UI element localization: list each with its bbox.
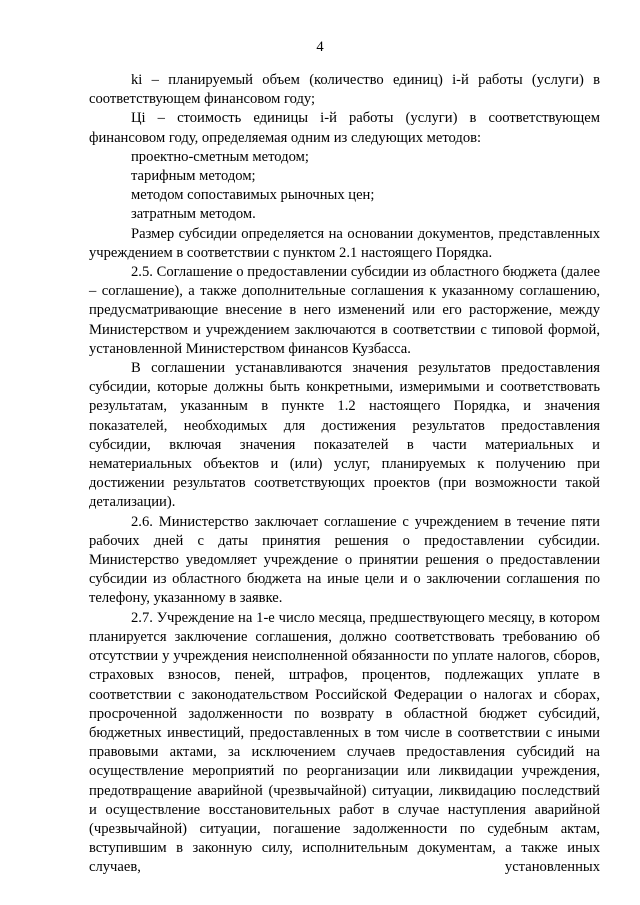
page-number: 4	[316, 39, 324, 55]
method-item: проектно-сметным методом;	[131, 148, 309, 165]
document-body	[89, 71, 600, 878]
paragraph-2-6: 2.6. Министерство заключает соглашение с учреждением в течение пяти рабочих дней с даты принятия решения о предоставлении субсидии. Министерство уведомляет учреждение о принятии решения о предоставлении субсидии из областного бюджета на иные цели и о заключении соглашения по телефону, указанному в заявке.	[89, 513, 600, 607]
method-item: методом сопоставимых рыночных цен;	[131, 187, 375, 204]
method-item: тарифным методом;	[131, 168, 256, 185]
paragraph-results: В соглашении устанавливаются значения результатов предоставления субсидии, которые должны быть конкретными, измеримыми и соответствовать результатам, указанным в пункте 1.2 настоящего Порядка, и значения показателей, необходимых для достижения результатов предоставления субсидии, включая значения показателей в части материальных и нематериальных объектов и (или) услуг, планируемых к получению при достижении результатов соответствующих проектов (при возможности такой детализации).	[89, 360, 600, 511]
paragraph-subsidy-size: Размер субсидии определяется на основании документов, представленных учреждением в соответствии с пунктом 2.1 настоящего Порядка.	[89, 225, 600, 261]
paragraph-2-5: 2.5. Соглашение о предоставлении субсидии из областного бюджета (далее – соглашение), а также дополнительные соглашения к указанному соглашению, предусматривающие внесение в него изменений или его расторжение, между Министерством и учреждением заключаются в соответствии с типовой формой, установленной Министерством финансов Кузбасса.	[89, 264, 600, 357]
method-item: затратным методом.	[131, 206, 256, 223]
paragraph-2-7: 2.7. Учреждение на 1-е число месяца, предшествующего месяцу, в котором планируется заключение соглашения, должно соответствовать требованию об отсутствии у учреждения неисполненной обязанности по уплате налогов, сборов, страховых взносов, пеней, штрафов, процентов, подлежащих уплате в соответствии с законодательством Российской Федерации о налогах и сборах, просроченной задолженности по возврату в областной бюджет субсидий, бюджетных инвестиций, предоставленных в том числе в соответствии с иными правовыми актами, за исключением случаев предоставления субсидий на осуществление мероприятий по реорганизации или ликвидации учреждения, предотвращение аварийной (чрезвычайной) ситуации, ликвидацию последствий и осуществление восстановительных работ в случае наступления аварийной (чрезвычайной) ситуации, погашение задолженности по судебным актам, вступившим в законную силу, исполнительным документам, а также иных случаев, установленных	[89, 609, 600, 876]
paragraph-ci-definition: Ці – стоимость единицы i-й работы (услуги) в соответствующем финансовом году, определяемая одним из следующих методов:	[89, 110, 600, 146]
paragraph-ki-definition: ki – планируемый объем (количество единиц) i-й работы (услуги) в соответствующем финансовом году;	[89, 72, 600, 108]
